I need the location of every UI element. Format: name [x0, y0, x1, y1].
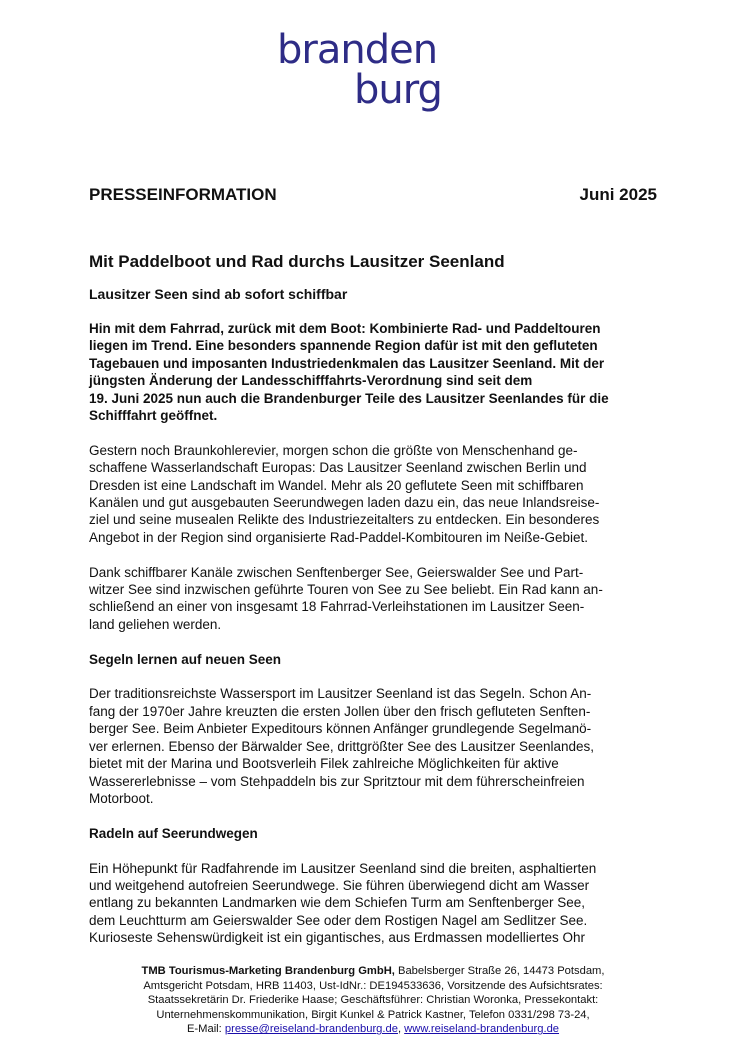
text-line: dem Leuchtturm am Geierswalder See oder dem Rostigen Nagel am Sedlitzer See.: [89, 912, 588, 928]
text-line: bietet mit der Marina und Bootsverleih Filek zahlreiche Möglichkeiten für aktive: [89, 756, 559, 772]
text-line: Wassererlebnisse – vom Stehpaddeln bis zur Spritztour mit dem führerscheinfreien: [89, 773, 585, 789]
text-line: ziel und seine musealen Relikte des Industriezeitalters zu entdecken. Ein besonderes: [89, 512, 600, 528]
article-subtitle: Lausitzer Seen sind ab sofort schiffbar: [89, 286, 348, 302]
text-line: Dresden ist eine Landschaft im Wandel. Mehr als 20 geflutete Seen mit schiffbaren: [89, 477, 584, 493]
logo-line-2: burg: [354, 67, 442, 113]
text-line: Dank schiffbarer Kanäle zwischen Senftenberger See, Geierswalder See und Part-: [89, 564, 584, 580]
article-title: Mit Paddelboot und Rad durchs Lausitzer Seenland: [89, 252, 505, 271]
paragraph-4: [89, 860, 679, 947]
text-line: schaffene Wasserlandschaft Europas: Das Lausitzer Seenland zwischen Berlin und: [89, 460, 587, 476]
text-line: schließend an einer von insgesamt 18 Fahrrad-Verleihstationen im Lausitzer Seen-: [89, 599, 585, 615]
text-line: Hin mit dem Fahrrad, zurück mit dem Boot: Kombinierte Rad- und Paddeltouren: [89, 321, 601, 336]
text-line: ver erlernen. Ebenso der Bärwalder See, drittgrößter See des Lausitzer Seenlandes,: [89, 738, 595, 754]
press-date: Juni 2025: [579, 185, 657, 204]
text-line: Kurioseste Sehenswürdigkeit ist ein gigantisches, aus Erdmassen modelliertes Ohr: [89, 930, 585, 946]
text-line: Gestern noch Braunkohlerevier, morgen schon die größte von Menschenhand ge-: [89, 442, 578, 458]
logo-line-1: branden: [277, 27, 438, 73]
footer-separator: ,: [397, 1023, 405, 1036]
text-line: entlang zu bekannten Landmarken wie dem Schiefen Turm am Senftenberger See,: [89, 895, 586, 911]
footer-line-4: Unternehmenskommunikation, Birgit Kunkel & Patrick Kastner, Telefon 0331/298 73-24,: [156, 1008, 590, 1021]
text-line: witzer See sind inzwischen geführte Touren von See zu See beliebt. Ein Rad kann an-: [89, 582, 603, 598]
lead-paragraph: [89, 320, 679, 424]
paragraph-3: [89, 685, 679, 807]
text-line: Motorboot.: [89, 790, 154, 806]
heading-radeln: Radeln auf Seerundwegen: [89, 825, 258, 841]
text-line: Schifffahrt geöffnet.: [89, 408, 218, 424]
text-line: Tagebauen und imposanten Industriedenkmalen das Lausitzer Seenland. Mit der: [89, 355, 605, 371]
paragraph-2: [89, 564, 679, 634]
footer-line-3: Staatssekretärin Dr. Friederike Haase; Geschäftsführer: Christian Woronka, Pressekontakt:: [147, 994, 599, 1007]
text-line: und weitgehend autofreien Seerundwege. Sie führen überwiegend dicht am Wasser: [89, 877, 590, 893]
footer-email-label: E-Mail:: [186, 1023, 225, 1036]
website-link[interactable]: www.reiseland-brandenburg.de: [404, 1023, 560, 1036]
footer-line-2: Amtsgericht Potsdam, HRB 11403, Ust-IdNr.: DE194533636, Vorsitzende des Aufsichtsrates:: [143, 979, 603, 992]
press-label: PRESSEINFORMATION: [89, 185, 277, 204]
press-header: [89, 185, 657, 205]
footer-line-1: [89, 964, 657, 979]
text-line: fang der 1970er Jahre kreuzten die ersten Jollen über den frisch gefluteten Senften-: [89, 703, 591, 719]
brandenburg-logo: [272, 27, 472, 116]
text-line: 19. Juni 2025 nun auch die Brandenburger Teile des Lausitzer Seenlandes für die: [89, 390, 609, 406]
footer-address: Babelsberger Straße 26, 14473 Potsdam,: [394, 965, 605, 977]
paragraph-1: [89, 442, 679, 546]
email-link[interactable]: presse@reiseland-brandenburg.de: [224, 1023, 398, 1036]
footer: [89, 964, 657, 1037]
text-line: Kanälen und gut ausgebauten Seerundwegen laden dazu ein, das neue Inlandsreise-: [89, 495, 600, 511]
heading-segeln: Segeln lernen auf neuen Seen: [89, 651, 282, 667]
footer-company: TMB Tourismus-Marketing Brandenburg GmbH,: [141, 965, 395, 977]
text-line: liegen im Trend. Eine besonders spannende Region dafür ist mit den gefluteten: [89, 338, 598, 354]
text-line: jüngsten Änderung der Landesschifffahrts-Verordnung sind seit dem: [89, 373, 533, 389]
footer-line-5: [89, 1022, 657, 1037]
text-line: Der traditionsreichste Wassersport im Lausitzer Seenland ist das Segeln. Schon An-: [89, 686, 592, 702]
article-body: [89, 320, 679, 964]
text-line: berger See. Beim Anbieter Expeditours können Anfänger grundlegende Segelmanö-: [89, 721, 592, 737]
text-line: Angebot in der Region sind organisierte Rad-Paddel-Kombitouren im Neiße-Gebiet.: [89, 529, 589, 545]
text-line: land geliehen werden.: [89, 616, 222, 632]
text-line: Ein Höhepunkt für Radfahrende im Lausitzer Seenland sind die breiten, asphaltierten: [89, 860, 597, 876]
